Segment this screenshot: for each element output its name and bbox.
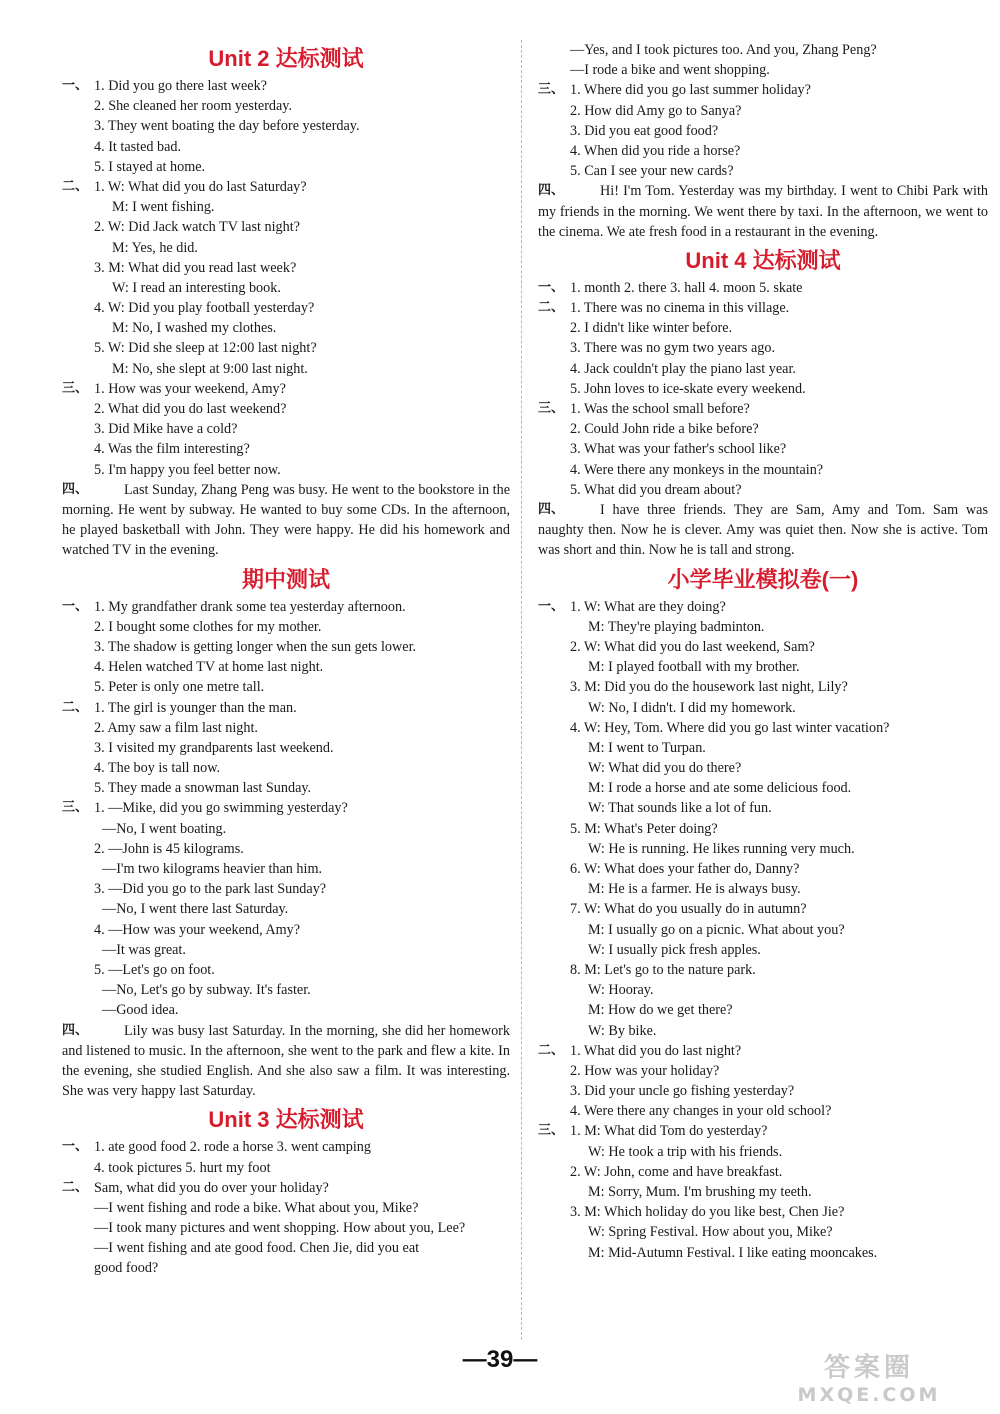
- answer-line: [62, 738, 510, 758]
- answer-line: [62, 197, 510, 217]
- answer-text: 3. I visited my grandparents last weekend.: [94, 739, 334, 756]
- answer-text: 4. The boy is tall now.: [94, 760, 221, 777]
- answer-text: 4. Was the film interesting?: [94, 441, 250, 458]
- answer-line: [62, 839, 510, 859]
- answer-line: [62, 278, 510, 298]
- answer-text: good food?: [94, 1260, 159, 1277]
- question-number: 四、: [538, 183, 565, 199]
- answer-line: [62, 778, 510, 798]
- answer-text: 2. She cleaned her room yesterday.: [94, 98, 293, 115]
- answer-line: [62, 980, 510, 1000]
- answer-text: 2. How was your holiday?: [570, 1062, 720, 1079]
- answer-line: [538, 617, 988, 637]
- answer-text: 2. W: What did you do last weekend, Sam?: [570, 638, 815, 655]
- answer-line: [62, 798, 510, 818]
- answer-line: [538, 1202, 988, 1222]
- answer-line: [62, 637, 510, 657]
- answer-text: 2. Could John ride a bike before?: [570, 421, 759, 438]
- answer-text: —Good idea.: [102, 1002, 179, 1019]
- answer-text: 2. W: Did Jack watch TV last night?: [94, 219, 300, 236]
- answer-text: 4. Were there any changes in your old school?: [570, 1103, 832, 1120]
- answer-line: [62, 677, 510, 697]
- answer-line: [62, 819, 510, 839]
- answer-text: 4. —How was your weekend, Amy?: [94, 921, 301, 938]
- answer-text: 7. W: What do you usually do in autumn?: [570, 901, 807, 918]
- answer-line: [538, 80, 988, 100]
- answer-text: 5. Can I see your new cards?: [570, 163, 734, 180]
- answer-text: 3. Did Mike have a cold?: [94, 421, 238, 438]
- question-number: 一、: [62, 78, 89, 93]
- answer-text: M: Yes, he did.: [112, 239, 198, 256]
- answer-line: [538, 278, 988, 298]
- answer-text: 3. There was no gym two years ago.: [570, 340, 776, 357]
- answer-line: [538, 121, 988, 141]
- answer-text: 5. What did you dream about?: [570, 481, 742, 498]
- answer-line: [538, 1222, 988, 1242]
- answer-text: 1. W: What are they doing?: [570, 598, 726, 615]
- answer-text: 5. —Let's go on foot.: [94, 961, 215, 978]
- answer-paragraph: [538, 181, 988, 242]
- question-number: 四、: [62, 481, 89, 497]
- answer-line: [538, 1162, 988, 1182]
- answer-line: [62, 1258, 510, 1278]
- watermark-bottom-text: MXQE.COM: [797, 1384, 941, 1406]
- answer-line: [538, 597, 988, 617]
- answer-line: [62, 258, 510, 278]
- answer-line: [538, 359, 988, 379]
- answer-text: 1. —Mike, did you go swimming yesterday?: [94, 800, 348, 817]
- answer-text: 6. W: What does your father do, Danny?: [570, 861, 800, 878]
- right-column: [538, 40, 988, 1263]
- answer-line: [538, 677, 988, 697]
- answer-line: [538, 399, 988, 419]
- answer-line: [62, 379, 510, 399]
- answer-text: 3. —Did you go to the park last Sunday?: [94, 881, 327, 898]
- answer-paragraph: [538, 500, 988, 561]
- answer-text: M: I played football with my brother.: [588, 659, 800, 676]
- answer-line: [538, 738, 988, 758]
- answer-paragraph: [62, 480, 510, 561]
- answer-text: 2. I didn't like winter before.: [570, 320, 733, 337]
- answer-text: 5. Peter is only one metre tall.: [94, 679, 265, 696]
- answer-text: 8. M: Let's go to the nature park.: [570, 961, 756, 978]
- answer-line: [538, 1142, 988, 1162]
- answer-line: [62, 758, 510, 778]
- answer-line: [62, 657, 510, 677]
- paragraph-text: I have three friends. They are Sam, Amy and Tom. Sam was naughty then. Now he is clever. Amy was quiet then. Now she is active. Tom was short and thin. Now he is tall and strong.: [538, 501, 988, 559]
- answer-line: [538, 718, 988, 738]
- answer-text: 1. ate good food 2. rode a horse 3. went camping: [94, 1139, 371, 1156]
- answer-text: W: By bike.: [588, 1022, 657, 1039]
- answer-text: 4. When did you ride a horse?: [570, 142, 741, 159]
- answer-line: [538, 940, 988, 960]
- answer-line: [538, 40, 988, 60]
- answer-text: M: He is a farmer. He is always busy.: [588, 881, 801, 898]
- answer-line: [538, 879, 988, 899]
- answer-line: [62, 439, 510, 459]
- answer-text: —No, I went there last Saturday.: [102, 901, 289, 918]
- answer-text: 3. M: Did you do the housework last night, Lily?: [570, 679, 848, 696]
- answer-line: [538, 778, 988, 798]
- answer-line: [538, 298, 988, 318]
- answer-line: [538, 798, 988, 818]
- answer-text: W: That sounds like a lot of fun.: [588, 800, 772, 817]
- answer-line: [62, 157, 510, 177]
- answer-line: [62, 1137, 510, 1157]
- answer-line: [538, 1021, 988, 1041]
- answer-line: [538, 1121, 988, 1141]
- answer-text: 1. Did you go there last week?: [94, 78, 267, 94]
- answer-line: [538, 1101, 988, 1121]
- answer-text: M: I usually go on a picnic. What about you?: [588, 921, 845, 938]
- answer-line: [62, 1218, 510, 1238]
- answer-text: M: I went to Turpan.: [588, 739, 706, 756]
- question-number: 三、: [538, 1123, 565, 1139]
- answer-text: 1. M: What did Tom do yesterday?: [570, 1123, 768, 1140]
- answer-text: 2. Amy saw a film last night.: [94, 719, 258, 736]
- answer-text: 5. They made a snowman last Sunday.: [94, 780, 312, 797]
- question-number: 一、: [62, 1139, 89, 1155]
- answer-line: [62, 460, 510, 480]
- answer-text: W: What did you do there?: [588, 760, 742, 777]
- answer-line: [538, 920, 988, 940]
- left-column: [62, 40, 510, 1279]
- column-divider: [521, 40, 522, 1340]
- answer-line: [538, 839, 988, 859]
- answer-text: 4. W: Hey, Tom. Where did you go last winter vacation?: [570, 719, 890, 736]
- answer-line: [538, 161, 988, 181]
- answer-line: [538, 698, 988, 718]
- answer-text: 1. month 2. there 3. hall 4. moon 5. skate: [570, 279, 803, 296]
- paragraph-text: Lily was busy last Saturday. In the morning, she did her homework and listened to music. In the afternoon, she went to the park and flew a kite. In the evening, she studied English. And she also saw a film. It was interesting. She was very happy last Saturday.: [62, 1022, 510, 1100]
- section-title: Unit 2 达标测试: [208, 46, 364, 71]
- watermark-logo: [744, 1352, 994, 1410]
- answer-text: 2. What did you do last weekend?: [94, 401, 287, 417]
- answer-line: [538, 758, 988, 778]
- answer-line: [62, 940, 510, 960]
- answer-paragraph: [62, 1021, 510, 1102]
- answer-line: [538, 1182, 988, 1202]
- answer-text: —I rode a bike and went shopping.: [570, 62, 770, 79]
- section-title: 期中测试: [241, 566, 330, 592]
- answer-line: [538, 60, 988, 80]
- answer-text: —I went fishing and rode a bike. What about you, Mike?: [94, 1199, 419, 1216]
- answer-line: [62, 298, 510, 318]
- answer-line: [538, 1243, 988, 1263]
- answer-text: 4. Jack couldn't play the piano last year.: [570, 360, 796, 377]
- answer-text: M: I went fishing.: [112, 199, 215, 216]
- answer-line: [62, 137, 510, 157]
- answer-line: [62, 399, 510, 419]
- answer-line: [62, 718, 510, 738]
- answer-text: 5. I'm happy you feel better now.: [94, 461, 281, 478]
- answer-text: 3. Did your uncle go fishing yesterday?: [570, 1083, 795, 1100]
- answer-text: M: No, I washed my clothes.: [112, 320, 277, 337]
- answer-line: [62, 1000, 510, 1020]
- answer-text: 3. Did you eat good food?: [570, 122, 719, 139]
- answer-line: [62, 1158, 510, 1178]
- answer-text: 2. W: John, come and have breakfast.: [570, 1163, 783, 1180]
- paragraph-text: Last Sunday, Zhang Peng was busy. He went to the bookstore in the morning. He went by subway. He wanted to buy some CDs. In the afternoon, he played basketball with John. They were happy. He did his homework and watched TV in the evening.: [62, 481, 510, 559]
- question-number: 一、: [62, 598, 89, 614]
- answer-text: 2. I bought some clothes for my mother.: [94, 618, 322, 635]
- answer-text: M: I rode a horse and ate some delicious food.: [588, 780, 852, 797]
- question-number: 四、: [538, 501, 565, 517]
- answer-line: [538, 419, 988, 439]
- answer-text: 3. M: What did you read last week?: [94, 259, 297, 276]
- answer-line: [62, 1198, 510, 1218]
- answer-text: 4. W: Did you play football yesterday?: [94, 300, 315, 317]
- answer-text: W: Hooray.: [588, 982, 654, 999]
- answer-line: [62, 96, 510, 116]
- answer-line: [538, 657, 988, 677]
- answer-text: —I took many pictures and went shopping. How about you, Lee?: [94, 1220, 466, 1237]
- answer-text: 2. How did Amy go to Sanya?: [570, 102, 742, 119]
- answer-line: [538, 379, 988, 399]
- answer-text: M: Mid-Autumn Festival. I like eating mooncakes.: [588, 1244, 878, 1261]
- answer-text: 3. M: Which holiday do you like best, Chen Jie?: [570, 1204, 845, 1221]
- question-number: 一、: [538, 279, 565, 295]
- question-number: 三、: [62, 380, 89, 396]
- page-number: —39—: [462, 1346, 538, 1373]
- answer-text: 4. Helen watched TV at home last night.: [94, 659, 324, 676]
- question-number: 三、: [538, 82, 565, 98]
- section-title: 小学毕业模拟卷(一): [667, 566, 859, 592]
- answer-line: [62, 1238, 510, 1258]
- answer-text: Sam, what did you do over your holiday?: [94, 1179, 329, 1196]
- watermark-top-text: 答案圈: [823, 1353, 914, 1383]
- answer-text: W: I usually pick fresh apples.: [588, 941, 761, 958]
- answer-text: 3. What was your father's school like?: [570, 441, 787, 458]
- question-number: 二、: [62, 178, 89, 194]
- answer-text: W: He is running. He likes running very much.: [588, 840, 855, 857]
- answer-text: 1. The girl is younger than the man.: [94, 699, 297, 716]
- answer-line: [62, 920, 510, 940]
- answer-line: [538, 1081, 988, 1101]
- answer-text: —No, I went boating.: [102, 820, 227, 837]
- answer-text: 1. What did you do last night?: [570, 1042, 742, 1059]
- answer-text: 2. —John is 45 kilograms.: [94, 840, 244, 857]
- answer-line: [62, 318, 510, 338]
- answer-text: W: He took a trip with his friends.: [588, 1143, 783, 1160]
- answer-line: [62, 698, 510, 718]
- question-number: 一、: [538, 598, 565, 614]
- answer-text: 1. There was no cinema in this village.: [570, 300, 790, 317]
- answer-line: [62, 116, 510, 136]
- answer-line: [538, 980, 988, 1000]
- answer-line: [538, 859, 988, 879]
- section-title: Unit 3 达标测试: [208, 1107, 364, 1133]
- answer-line: [62, 419, 510, 439]
- answer-text: 3. They went boating the day before yesterday.: [94, 118, 360, 135]
- answer-text: 4. Were there any monkeys in the mountain?: [570, 461, 824, 478]
- answer-line: [62, 338, 510, 358]
- answer-line: [538, 819, 988, 839]
- question-number: 三、: [62, 800, 89, 816]
- answer-line: [62, 1178, 510, 1198]
- answer-text: 5. M: What's Peter doing?: [570, 820, 718, 837]
- answer-line: [538, 338, 988, 358]
- answer-line: [538, 637, 988, 657]
- answer-text: M: Sorry, Mum. I'm brushing my teeth.: [588, 1184, 812, 1201]
- answer-line: [538, 1061, 988, 1081]
- answer-text: M: No, she slept at 9:00 last night.: [112, 360, 308, 377]
- question-number: 二、: [538, 1042, 565, 1058]
- answer-text: M: How do we get there?: [588, 1002, 733, 1019]
- answer-text: —Yes, and I took pictures too. And you, Zhang Peng?: [570, 42, 877, 58]
- answer-text: 1. My grandfather drank some tea yesterday afternoon.: [94, 598, 406, 615]
- answer-text: W: I read an interesting book.: [112, 279, 281, 296]
- answer-text: 1. Where did you go last summer holiday?: [570, 82, 811, 99]
- answer-text: 5. W: Did she sleep at 12:00 last night?: [94, 340, 317, 357]
- answer-text: —It was great.: [102, 941, 186, 958]
- answer-line: [62, 217, 510, 237]
- answer-line: [62, 859, 510, 879]
- answer-line: [538, 460, 988, 480]
- answer-text: 5. I stayed at home.: [94, 158, 206, 175]
- answer-text: 1. W: What did you do last Saturday?: [94, 178, 307, 195]
- answer-line: [62, 76, 510, 96]
- answer-line: [62, 177, 510, 197]
- question-number: 二、: [538, 300, 565, 316]
- answer-line: [62, 617, 510, 637]
- answer-text: W: Spring Festival. How about you, Mike?: [588, 1224, 833, 1241]
- answer-text: 3. The shadow is getting longer when the sun gets lower.: [94, 638, 417, 655]
- question-number: 二、: [62, 699, 89, 715]
- answer-line: [62, 359, 510, 379]
- answer-line: [538, 899, 988, 919]
- answer-line: [538, 101, 988, 121]
- answer-line: [538, 1000, 988, 1020]
- answer-line: [62, 879, 510, 899]
- section-title: Unit 4 达标测试: [685, 247, 841, 273]
- answer-line: [538, 141, 988, 161]
- answer-line: [62, 238, 510, 258]
- paragraph-text: Hi! I'm Tom. Yesterday was my birthday. I went to Chibi Park with my friends in the morning. We went there by taxi. In the afternoon, we went to the cinema. We ate fresh food in a restaurant in the evening.: [538, 183, 988, 240]
- answer-text: 1. How was your weekend, Amy?: [94, 380, 286, 397]
- answer-text: —I went fishing and ate good food. Chen Jie, did you eat: [94, 1240, 420, 1257]
- answer-text: 1. Was the school small before?: [570, 401, 750, 418]
- answer-line: [62, 597, 510, 617]
- answer-text: M: They're playing badminton.: [588, 618, 765, 635]
- question-number: 二、: [62, 1179, 89, 1195]
- answer-text: —No, Let's go by subway. It's faster.: [102, 982, 311, 999]
- answer-line: [62, 960, 510, 980]
- answer-line: [62, 899, 510, 919]
- answer-line: [538, 960, 988, 980]
- answer-text: —I'm two kilograms heavier than him.: [102, 861, 323, 877]
- answer-text: W: No, I didn't. I did my homework.: [588, 699, 796, 716]
- answer-line: [538, 1041, 988, 1061]
- answer-line: [538, 439, 988, 459]
- question-number: 三、: [538, 401, 565, 417]
- answer-text: 4. It tasted bad.: [94, 138, 182, 155]
- answer-line: [538, 480, 988, 500]
- answer-text: 4. took pictures 5. hurt my foot: [94, 1159, 271, 1176]
- answer-text: 5. John loves to ice-skate every weekend.: [570, 380, 806, 397]
- answer-line: [538, 318, 988, 338]
- question-number: 四、: [62, 1022, 89, 1038]
